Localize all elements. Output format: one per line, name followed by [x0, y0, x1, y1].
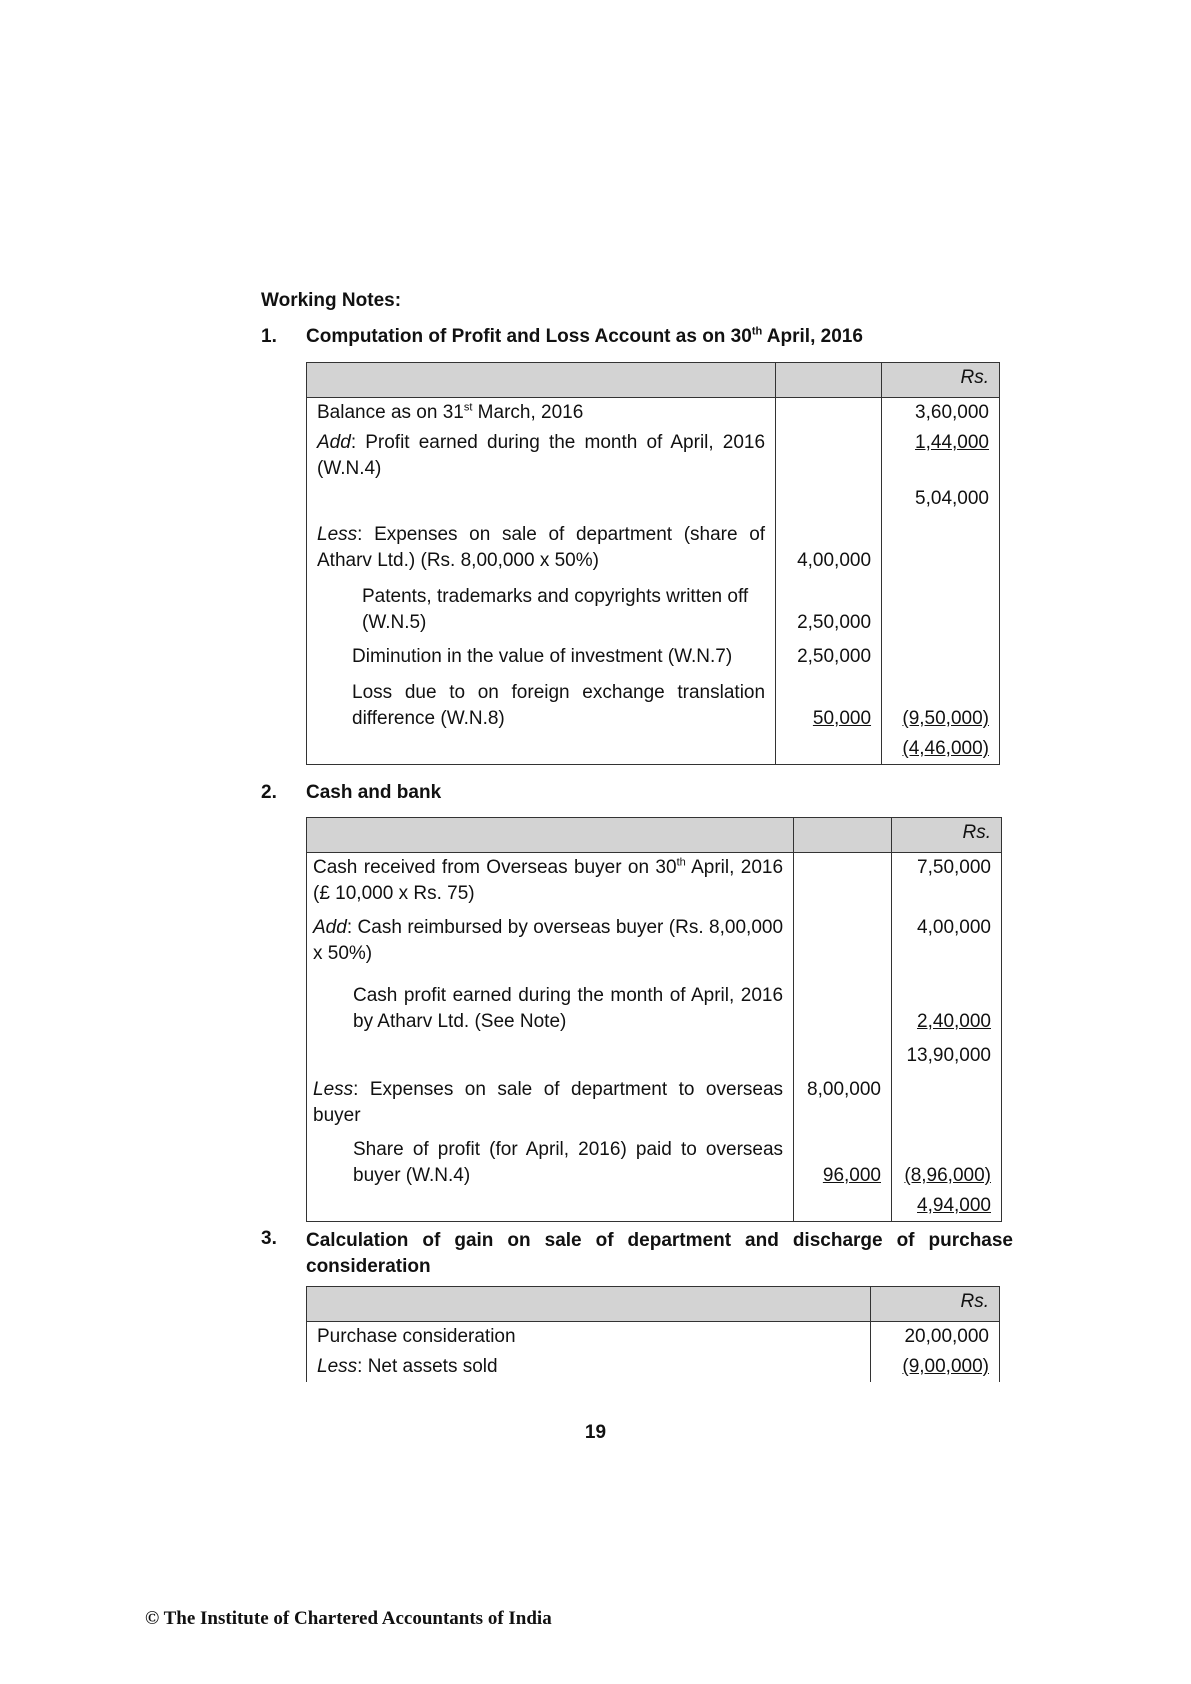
gain-on-sale-table — [306, 1286, 1000, 1382]
table-row: Cash received from Overseas buyer on 30th April, 2016 (£ 10,000 x Rs. 75) 7,50,000 — [307, 853, 1002, 910]
section-2-heading: 2. Cash and bank — [261, 782, 442, 803]
footer-copyright: © The Institute of Chartered Accountants of India — [145, 1608, 552, 1629]
currency-label: Rs. — [882, 363, 1000, 398]
table-row: Add: Profit earned during the month of April, 2016 (W.N.4) 1,44,000 — [307, 428, 1000, 484]
section-1-heading — [261, 326, 863, 348]
table-row: 5,04,000 — [307, 484, 1000, 514]
table-row: Cash profit earned during the month of April, 2016 by Atharv Ltd. (See Note) 2,40,000 — [307, 969, 1002, 1037]
table-row: 13,90,000 — [307, 1037, 1002, 1071]
section-title: Computation of Profit and Loss Account as on 30th April, 2016 — [306, 325, 863, 347]
profit-loss-table — [306, 362, 1000, 765]
table-row: Patents, trademarks and copyrights written off (W.N.5) 2,50,000 — [307, 576, 1000, 638]
table-row: Diminution in the value of investment (W.N.7) 2,50,000 — [307, 638, 1000, 672]
working-notes-heading: Working Notes: — [261, 290, 402, 311]
table-row: 4,94,000 — [307, 1191, 1002, 1222]
table-row: Less: Net assets sold (9,00,000) — [307, 1352, 1000, 1382]
table-row: Loss due to on foreign exchange translation difference (W.N.8) 50,000 (9,50,000) — [307, 672, 1000, 734]
table-header-row: Rs. — [307, 1287, 1000, 1322]
table-row: Less: Expenses on sale of department to overseas buyer 8,00,000 — [307, 1071, 1002, 1131]
table-row: Balance as on 31st March, 2016 3,60,000 — [307, 398, 1000, 429]
table-row: Purchase consideration 20,00,000 — [307, 1322, 1000, 1353]
table-row: Less: Expenses on sale of department (share of Atharv Ltd.) (Rs. 8,00,000 x 50%) 4,00,000 — [307, 514, 1000, 576]
section-number: 1. — [261, 326, 277, 347]
section-3-heading: 3. Calculation of gain on sale of department and discharge of purchase consideration — [261, 1228, 1013, 1277]
table-header-row: Rs. — [307, 818, 1002, 853]
cash-bank-table — [306, 817, 1002, 1222]
table-header-row — [307, 363, 1000, 398]
page-number: 19 — [584, 1422, 607, 1443]
table-row: (4,46,000) — [307, 734, 1000, 765]
table-row: Share of profit (for April, 2016) paid to overseas buyer (W.N.4) 96,000 (8,96,000) — [307, 1131, 1002, 1191]
table-row: Add: Cash reimbursed by overseas buyer (Rs. 8,00,000 x 50%) 4,00,000 — [307, 909, 1002, 969]
